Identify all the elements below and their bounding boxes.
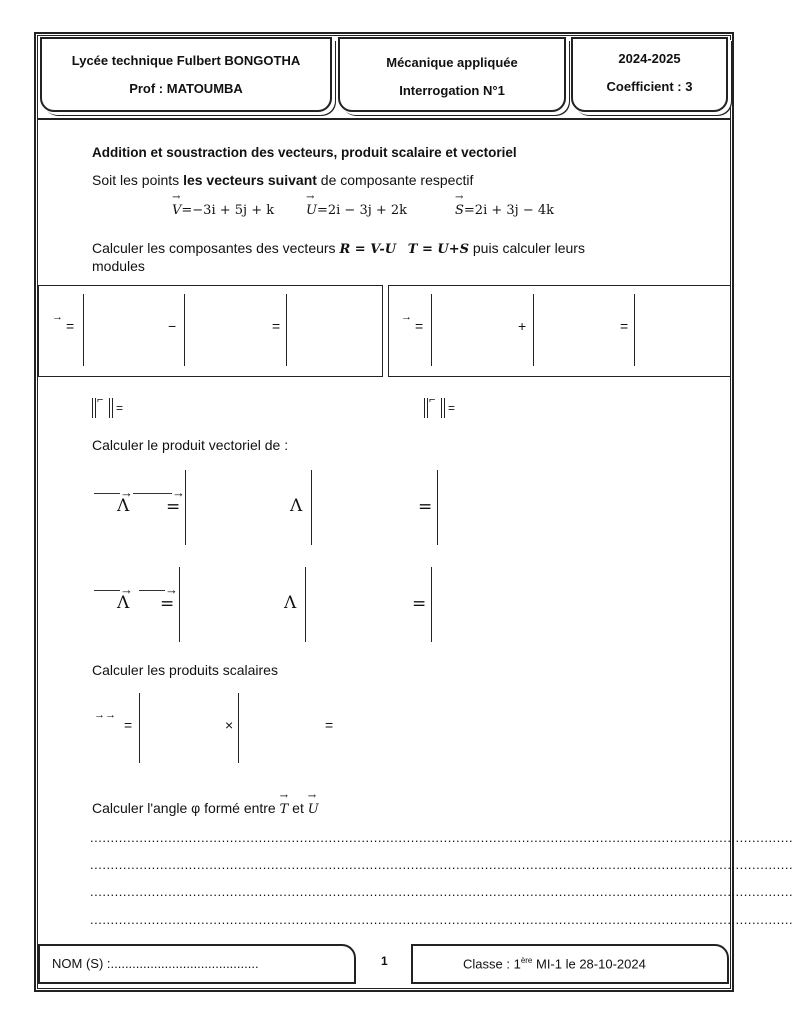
footer-name-box[interactable] [38, 944, 356, 984]
box-R-bar-3 [286, 294, 287, 366]
coefficient: Coefficient : 3 [606, 79, 693, 94]
norm-R-bar-l1 [92, 398, 93, 418]
vp2-arrow-2: ——→ [139, 582, 178, 597]
footer-name-label: NOM (S) :......................................... [52, 956, 259, 971]
school-name: Lycée technique Fulbert BONGOTHA [71, 53, 301, 68]
answer-line-2[interactable]: ........................................................................................................................................................................... [90, 857, 793, 872]
sp-times: × [225, 717, 234, 733]
answer-box-T[interactable] [388, 285, 731, 377]
angle-question: Calculer l'angle φ formé entre → T et → U [92, 800, 319, 817]
school-year: 2024-2025 [618, 51, 681, 66]
footer-class-box: Classe : 1ère MI-1 le 28-10-2024 [411, 944, 729, 984]
box-R-equals-2: = [272, 318, 281, 334]
vp1-equals: = [166, 497, 181, 517]
sp-bar-2 [238, 693, 239, 763]
calc-components-question-line2: modules [92, 258, 145, 274]
vp2-arrow-1: ——→ [94, 582, 133, 597]
vector-V-definition: → V=−3i + 5j + k [172, 203, 274, 218]
arrow-T: → [401, 311, 412, 323]
answer-line-1[interactable]: ........................................................................................................................................................................... [90, 830, 793, 845]
vp2-wedge: Λ [117, 593, 130, 613]
vector-product-title: Calculer le produit vectoriel de : [92, 437, 289, 453]
exercise-title: Addition et soustraction des vecteurs, produit scalaire et vectoriel [92, 145, 517, 160]
norm-T-bar-r2 [444, 398, 445, 418]
box-T-plus: + [518, 318, 527, 334]
vp1-equals-2: = [418, 497, 433, 517]
box-T-equals-2: = [620, 318, 629, 334]
header-separator [37, 118, 731, 120]
vp2-equals-2: = [412, 594, 427, 614]
answer-line-3[interactable]: ........................................................................................................................................................................... [90, 884, 793, 899]
vp1-arrow-1: ——→ [94, 485, 133, 500]
vector-S-definition: → S=2i + 3j − 4k [455, 203, 554, 218]
box-T-equals-1: = [415, 318, 424, 334]
vp2-bar-1 [179, 567, 180, 642]
box-T-bar-2 [533, 294, 534, 366]
header-school-box [40, 37, 332, 112]
box-R-equals-1: = [66, 318, 75, 334]
test-name: Interrogation N°1 [399, 83, 505, 98]
box-R-bar-2 [184, 294, 185, 366]
subject-name: Mécanique appliquée [386, 55, 518, 70]
vp1-bar-2 [311, 470, 312, 545]
box-T-bar-3 [634, 294, 635, 366]
box-R-minus: − [168, 318, 177, 334]
vp1-wedge: Λ [117, 496, 130, 516]
answer-box-R[interactable] [38, 285, 383, 377]
vp2-bar-3 [431, 567, 432, 642]
header-year-box [571, 37, 728, 112]
header-subject-box [338, 37, 566, 112]
vp2-equals: = [160, 594, 175, 614]
vp2-wedge-2: Λ [284, 593, 297, 613]
calc-components-question: Calculer les composantes des vecteurs R = V-U T = U+S puis calculer leurs [92, 240, 585, 257]
norm-R-equals: = [116, 401, 124, 415]
box-R-bar-1 [83, 294, 84, 366]
sp-equals-1: = [124, 717, 133, 733]
sp-arrows: →→ [94, 709, 116, 721]
intro-text: Soit les points les vecteurs suivant de composante respectif [92, 172, 474, 188]
vp1-bar-1 [185, 470, 186, 545]
norm-R-bar-r1 [109, 398, 110, 418]
vp1-wedge-2: Λ [290, 496, 303, 516]
page-number: 1 [381, 954, 388, 968]
vp1-arrow-2: ———→ [133, 485, 185, 500]
vp2-bar-2 [305, 567, 306, 642]
norm-T-bar-r1 [441, 398, 442, 418]
vector-U-definition: → U=2i − 3j + 2k [306, 203, 407, 218]
norm-R-arrow: ⌐ [97, 394, 104, 406]
vp1-bar-3 [437, 470, 438, 545]
norm-T-bar-l2 [427, 398, 428, 418]
sp-bar-1 [139, 693, 140, 763]
scalar-product-title: Calculer les produits scalaires [92, 662, 278, 678]
norm-R-bar-l2 [95, 398, 96, 418]
norm-T-arrow: ⌐ [429, 394, 436, 406]
arrow-R: → [52, 311, 63, 323]
sp-equals-2: = [325, 717, 334, 733]
box-T-bar-1 [431, 294, 432, 366]
norm-T-equals: = [448, 401, 456, 415]
norm-R-bar-r2 [112, 398, 113, 418]
answer-line-4[interactable]: ........................................................................................................................................................................... [90, 912, 793, 927]
norm-T-bar-l1 [424, 398, 425, 418]
teacher-name: Prof : MATOUMBA [129, 81, 243, 96]
